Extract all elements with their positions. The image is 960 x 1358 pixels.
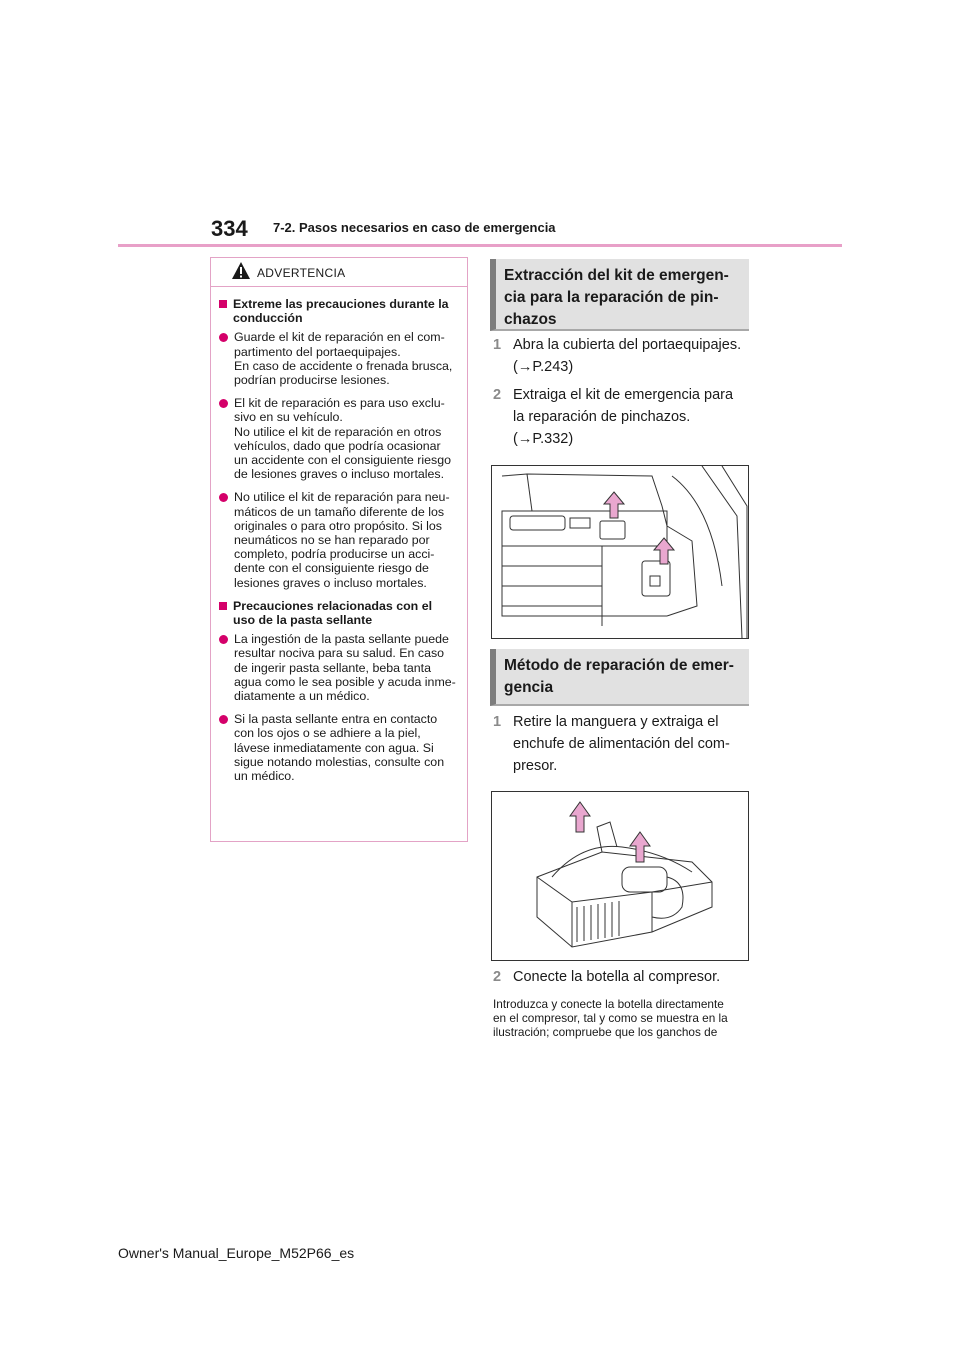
square-bullet-icon bbox=[219, 602, 227, 610]
note-text: Introduzca y conecte la botella directamente en el compresor, tal y como se muestra en la ilustración; compruebe que los ganchos de bbox=[493, 997, 728, 1039]
up-arrow-icon bbox=[604, 492, 624, 518]
up-arrow-icon bbox=[570, 802, 590, 832]
step-text: Abra la cubierta del portaequipajes. (→P.243) bbox=[513, 337, 742, 375]
warning-item-text: La ingestión de la pasta sellante puede resultar nociva para su salud. En caso de ingerir pasta sellante, beba tanta agua como le sea posible y acuda inme- diatamente a un médico. bbox=[234, 632, 456, 704]
compressor-illustration bbox=[492, 792, 748, 960]
warning-header bbox=[211, 258, 467, 287]
square-bullet-icon bbox=[219, 300, 227, 308]
bullet-icon bbox=[219, 399, 228, 408]
step-number: 2 bbox=[493, 387, 502, 403]
warning-subheading bbox=[219, 599, 457, 627]
warning-subheading-text: Precauciones relacionadas con el uso de la pasta sellante bbox=[233, 598, 433, 628]
bullet-icon bbox=[219, 333, 228, 342]
step-item bbox=[493, 711, 730, 777]
warning-item bbox=[219, 396, 457, 481]
warning-item-text: Guarde el kit de reparación en el com- partimento del portaequipajes. En caso de accidente o frenada brusca, podrían producirse lesiones. bbox=[234, 330, 453, 388]
warning-item bbox=[219, 490, 457, 589]
page-number: 334 bbox=[211, 216, 248, 241]
warning-item bbox=[219, 632, 457, 703]
step-item bbox=[493, 384, 733, 450]
section-heading-extraction: Extracción del kit de emergen- cia para la reparación de pin- chazos bbox=[490, 259, 749, 331]
warning-triangle-icon bbox=[231, 261, 251, 280]
warning-subheading-text: Extreme las precauciones durante la conducción bbox=[233, 297, 449, 326]
step-number: 1 bbox=[493, 337, 502, 353]
warning-item-text: El kit de reparación es para uso exclu- sivo en su vehículo. No utilice el kit de reparación en otros vehículos, dado que podría ocasionar un accidente con el consiguiente riesgo de lesiones graves o incluso mortales. bbox=[234, 396, 451, 482]
step-number: 1 bbox=[493, 714, 502, 730]
trunk-illustration bbox=[492, 466, 748, 638]
figure-trunk-compartment bbox=[491, 465, 749, 639]
warning-box bbox=[210, 257, 468, 842]
footer-manual-id: Owner's Manual_Europe_M52P66_es bbox=[118, 1245, 355, 1261]
header-rule bbox=[118, 244, 842, 247]
bullet-icon bbox=[219, 715, 228, 724]
warning-item-text: No utilice el kit de reparación para neu- máticos de un tamaño diferente de los originales o para otro propósito. Si los neumáticos no se han reparado por completo, podría producirse un acci- dente con el consiguiente riesgo de lesiones graves o incluso mortales. bbox=[234, 490, 450, 590]
warning-item bbox=[219, 712, 457, 783]
step-number: 2 bbox=[493, 969, 502, 985]
figure-compressor bbox=[491, 791, 749, 961]
step-text: Retire la manguera y extraiga el enchufe de alimentación del com- presor. bbox=[513, 714, 730, 774]
bullet-icon bbox=[219, 635, 228, 644]
up-arrow-icon bbox=[654, 538, 674, 564]
step-text: Extraiga el kit de emergencia para la reparación de pinchazos. (→P.332) bbox=[513, 387, 734, 447]
bullet-icon bbox=[219, 493, 228, 502]
section-heading-repair-method: Método de reparación de emer- gencia bbox=[490, 649, 749, 706]
step-item bbox=[493, 334, 741, 378]
step-item bbox=[493, 966, 720, 988]
warning-body bbox=[211, 287, 467, 783]
warning-title: ADVERTENCIA bbox=[257, 266, 346, 280]
warning-item bbox=[219, 330, 457, 387]
step-text: Conecte la botella al compresor. bbox=[513, 969, 721, 985]
section-title: 7-2. Pasos necesarios en caso de emergencia bbox=[273, 220, 556, 235]
warning-item-text: Si la pasta sellante entra en contacto con los ojos o se adhiere a la piel, lávese inmediatamente con agua. Si sigue notando molestias, consulte con un médico. bbox=[234, 712, 445, 784]
warning-subheading bbox=[219, 297, 457, 325]
